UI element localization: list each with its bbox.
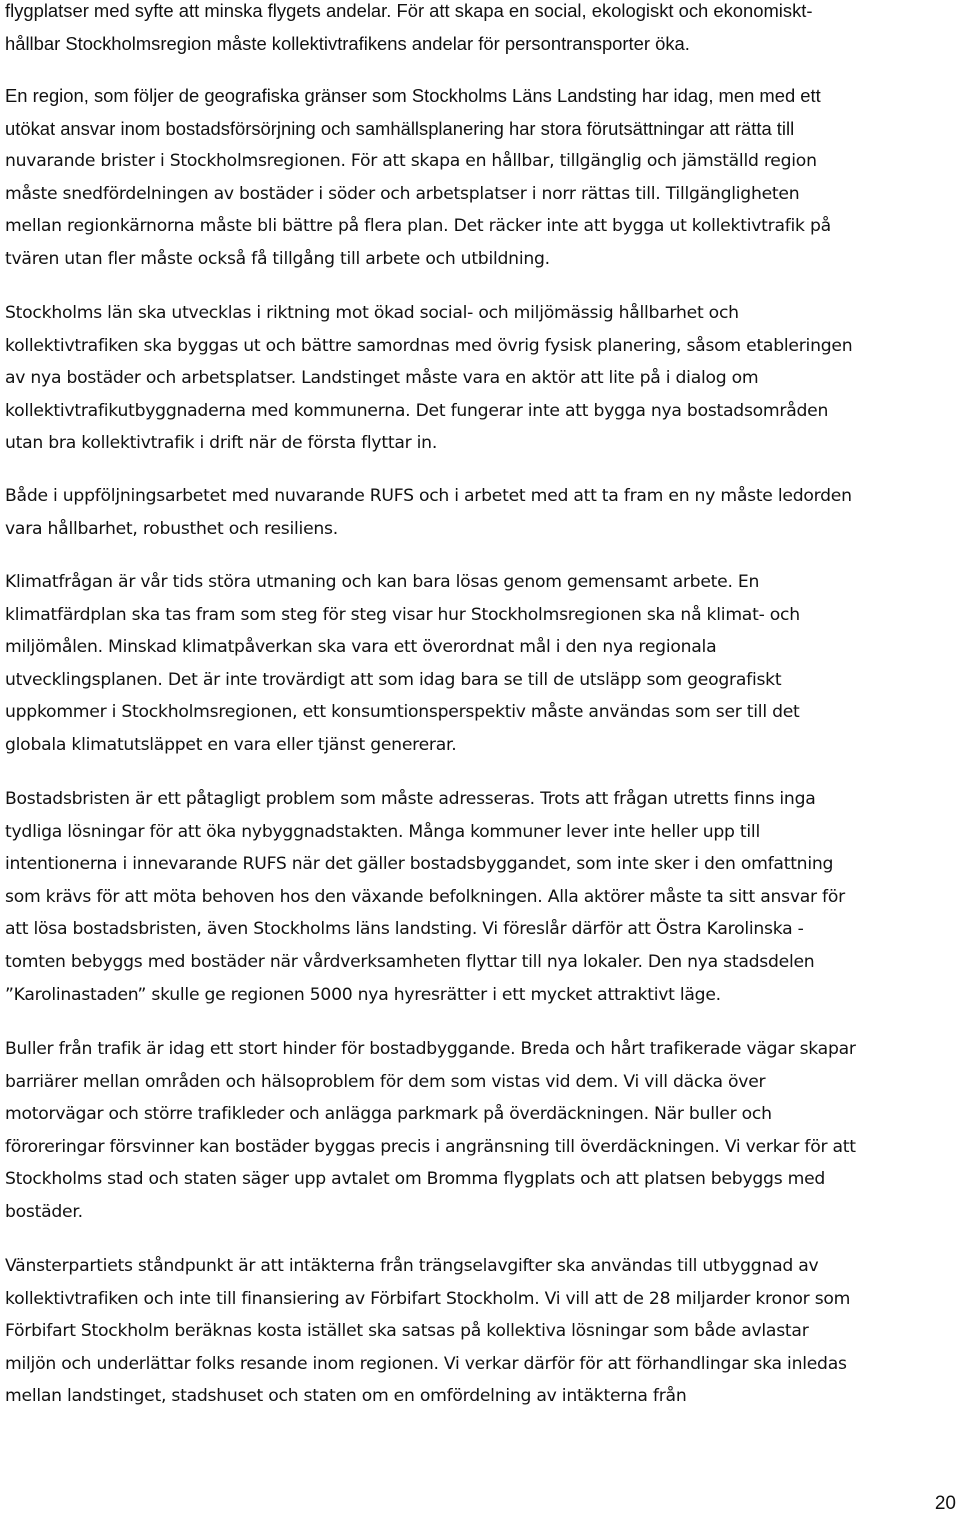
- text-line: mellan regionkärnorna måste bli bättre på flera plan. Det räcker inte att bygga ut kollektivtrafik på: [5, 216, 831, 237]
- text-line: Vänsterpartiets ståndpunkt är att intäkterna från trängselavgifter ska användas till utbyggnad av: [5, 1256, 819, 1276]
- text-line: Förbifart Stockholm beräknas kosta istället ska satsas på kollektiva lösningar som både avlastar: [5, 1321, 809, 1342]
- text-line: nuvarande brister i Stockholmsregionen. För att skapa en hållbar, tillgänglig och jämställd region: [5, 151, 817, 172]
- text-line: Stockholms stad och staten säger upp avtalet om Bromma flygplats och att platsen bebyggs med: [5, 1169, 826, 1190]
- text-line: Både i uppföljningsarbetet med nuvarande RUFS och i arbetet med att ta fram en ny måste ledorden: [5, 486, 852, 506]
- text-line: Klimatfrågan är vår tids störa utmaning och kan bara lösas genom gemensamt arbete. En: [5, 572, 760, 592]
- text-line: flygplatser med syfte att minska flygets andelar. För att skapa en social, ekologiskt och ekonomiskt-: [5, 0, 813, 21]
- text-line: ”Karolinastaden” skulle ge regionen 5000 nya hyresrätter i ett mycket attraktivt läge.: [5, 984, 721, 1005]
- text-line: kollektivtrafiken och inte till finansiering av Förbifart Stockholm. Vi vill att de 28 miljarder kronor som: [5, 1288, 851, 1309]
- text-line: av nya bostäder och arbetsplatser. Landstinget måste vara en aktör att lite på i dialog om: [5, 368, 759, 389]
- text-line: intentionerna i innevarande RUFS när det gäller bostadsbyggandet, som inte sker i den omfattning: [5, 854, 834, 875]
- text-line: Stockholms län ska utvecklas i riktning mot ökad social- och miljömässig hållbarhet och: [5, 303, 739, 323]
- paragraph-sustainability: [5, 297, 955, 460]
- paragraph-climate: [5, 566, 955, 762]
- text-line: miljömålen. Minskad klimatpåverkan ska vara ett överordnat mål i den nya regionala: [5, 637, 717, 658]
- text-line: bostäder.: [5, 1201, 83, 1222]
- text-line: utökat ansvar inom bostadsförsörjning och samhällsplanering har stora förutsättningar att rätta till: [5, 117, 795, 139]
- text-line: tvären utan fler måste också få tillgång till arbete och utbildning.: [5, 248, 550, 269]
- text-line: uppkommer i Stockholmsregionen, ett konsumtionsperspektiv måste användas som ser till det: [5, 702, 800, 723]
- text-line: Bostadsbristen är ett påtagligt problem som måste adresseras. Trots att frågan utretts finns inga: [5, 789, 816, 809]
- text-line: måste snedfördelningen av bostäder i söder och arbetsplatser i norr rättas till. Tillgängligheten: [5, 183, 800, 204]
- paragraph-region-borders: [5, 80, 955, 276]
- text-line: klimatfärdplan ska tas fram som steg för steg visar hur Stockholmsregionen ska nå klimat- och: [5, 604, 800, 625]
- text-line: som krävs för att möta behoven hos den växande befolkningen. Alla aktörer måste ta sitt ansvar för: [5, 886, 845, 907]
- text-line: barriärer mellan områden och hälsoproblem för dem som vistas vid dem. Vi vill däcka över: [5, 1071, 766, 1092]
- text-line: utvecklingsplanen. Det är inte trovärdigt att som idag bara se till de utsläpp som geografiskt: [5, 669, 782, 690]
- paragraph-transport-intro: [5, 0, 955, 60]
- text-line: miljön och underlättar folks resande inom regionen. Vi verkar därför för att förhandlingar ska inledas: [5, 1353, 847, 1374]
- paragraph-congestion-charges: [5, 1250, 955, 1413]
- text-line: hållbar Stockholmsregion måste kollektivtrafikens andelar för persontransporter öka.: [5, 32, 690, 54]
- text-line: föroreringar försvinner kan bostäder byggas precis i angränsning till överdäckningen. Vi verkar för att: [5, 1136, 856, 1157]
- page-number: 20: [934, 1493, 956, 1514]
- text-line: kollektivtrafikutbyggnaderna med kommunerna. Det fungerar inte att bygga nya bostadsområden: [5, 400, 829, 421]
- text-line: vara hållbarhet, robusthet och resiliens.: [5, 518, 338, 539]
- text-line: globala klimatutsläppet en vara eller tjänst genererar.: [5, 734, 457, 755]
- text-line: Buller från trafik är idag ett stort hinder för bostadbyggande. Breda och hårt trafikerade vägar skapar: [5, 1039, 856, 1059]
- text-line: motorvägar och större trafikleder och anlägga parkmark på överdäckningen. När buller och: [5, 1104, 772, 1125]
- text-line: utan bra kollektivtrafik i drift när de första flyttar in.: [5, 433, 438, 454]
- paragraph-housing: [5, 783, 955, 1011]
- text-line: kollektivtrafiken ska byggas ut och bättre samordnas med övrig fysisk planering, såsom etableringen: [5, 335, 853, 356]
- paragraph-noise: [5, 1033, 955, 1229]
- text-line: att lösa bostadsbristen, även Stockholms läns landsting. Vi föreslår därför att Östra Karolinska -: [5, 919, 804, 940]
- text-line: En region, som följer de geografiska gränser som Stockholms Läns Landsting har idag, men med ett: [5, 85, 821, 106]
- text-line: mellan landstinget, stadshuset och staten om en omfördelning av intäkterna från: [5, 1386, 687, 1407]
- text-line: tomten bebyggs med bostäder när vårdverksamheten flyttar till nya lokaler. Den nya stadsdelen: [5, 951, 815, 972]
- text-line: tydliga lösningar för att öka nybyggnadstakten. Många kommuner lever inte heller upp till: [5, 821, 760, 842]
- paragraph-rufs: [5, 480, 955, 545]
